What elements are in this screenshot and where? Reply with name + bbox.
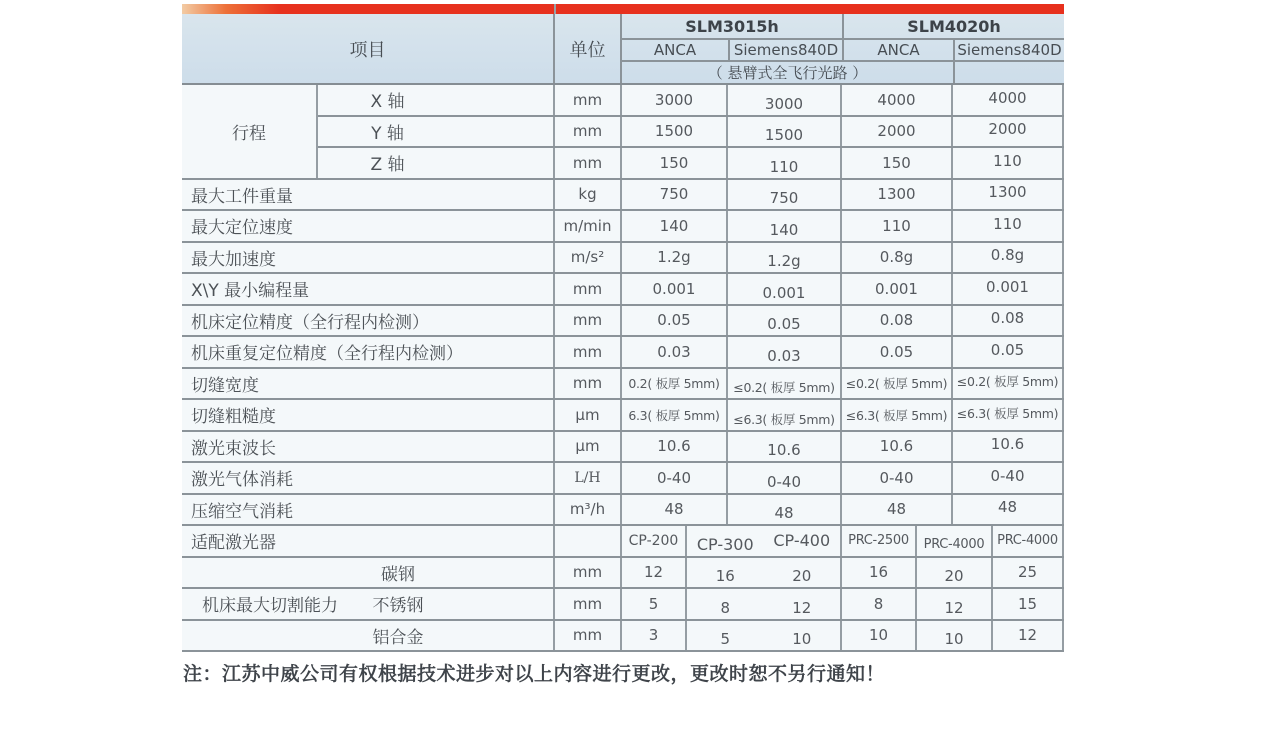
value-cell: 2000: [842, 117, 953, 147]
value-cell: CP-300 CP-400: [687, 526, 842, 556]
value-cell: 10.6: [622, 432, 728, 462]
value-cell: 140: [728, 211, 842, 241]
controller-cell: ANCA: [842, 40, 953, 60]
row-unit: m³/h: [555, 495, 622, 525]
value-cell: 0.8g: [842, 243, 953, 273]
stroke-group-label: 行程: [182, 85, 318, 178]
value-cell: 0.001: [728, 274, 842, 304]
value-cell: ≤6.3( 板厚 5mm): [842, 400, 953, 430]
header-models: [622, 14, 1064, 83]
row-label: 切缝宽度: [182, 369, 555, 399]
table-row: [182, 274, 1064, 306]
row-unit: mm: [555, 558, 622, 588]
value-cell: 0.05: [842, 337, 953, 367]
value-cell: ≤0.2( 板厚 5mm): [842, 369, 953, 399]
row-unit: m/min: [555, 211, 622, 241]
row-unit: mm: [555, 306, 622, 336]
row-label-cell: [182, 621, 555, 651]
table-row: [182, 400, 1064, 432]
row-unit: kg: [555, 180, 622, 210]
table-row: [318, 85, 1064, 117]
value-cell: 0.05: [622, 306, 728, 336]
value-cell: 5: [622, 589, 687, 619]
value-cell: 3: [622, 621, 687, 651]
value-cell: 6.3( 板厚 5mm): [622, 400, 728, 430]
row-unit: m/s²: [555, 243, 622, 273]
row-label: 铝合金: [372, 627, 424, 648]
value-cell: 25: [993, 558, 1064, 588]
value-cell: 0.001: [953, 274, 1064, 304]
row-unit: μm: [555, 400, 622, 430]
value-cell: PRC-2500: [842, 526, 917, 556]
row-unit: [555, 526, 622, 556]
header-subnote: （ 悬臂式全飞行光路 ）: [707, 64, 868, 82]
value-cell: 0-40: [953, 463, 1064, 493]
row-label: 机床重复定位精度（全行程内检测）: [182, 337, 555, 367]
value-cell: 1500: [622, 117, 728, 147]
table-row: [182, 180, 1064, 212]
value-cell: 0-40: [622, 463, 728, 493]
value-cell: 0.03: [728, 337, 842, 367]
cutting-row: [182, 589, 1064, 621]
value-cell: 1.2g: [622, 243, 728, 273]
row-label: 压缩空气消耗: [182, 495, 555, 525]
row-label-cell: [182, 558, 555, 588]
value-cell: 4000: [953, 85, 1064, 115]
value-cell: 1300: [953, 180, 1064, 210]
value-cell: 140: [622, 211, 728, 241]
table-row: [182, 369, 1064, 401]
table-row: [182, 211, 1064, 243]
value-cell: 150: [842, 148, 953, 178]
row-label: X 轴: [318, 85, 555, 115]
table-row: [318, 117, 1064, 149]
table-row: [182, 337, 1064, 369]
value-cell: 15: [993, 589, 1064, 619]
row-unit: mm: [555, 148, 622, 178]
row-unit: mm: [555, 274, 622, 304]
table-row: [182, 495, 1064, 527]
row-label: 切缝粗糙度: [182, 400, 555, 430]
model-slm4020h: SLM4020h: [842, 14, 1064, 38]
value-cell: 110: [842, 211, 953, 241]
row-label: X\Y 最小编程量: [182, 274, 555, 304]
value-cell: 48: [842, 495, 953, 525]
model-slm3015h: SLM3015h: [685, 16, 779, 36]
value-cell: 110: [728, 148, 842, 178]
row-unit: μm: [555, 432, 622, 462]
value-cell: 0.2( 板厚 5mm): [622, 369, 728, 399]
cutting-group-label: 机床最大切割能力: [202, 596, 338, 617]
value-cell: PRC-4000: [993, 526, 1064, 556]
row-label: 激光气体消耗: [182, 463, 555, 493]
row-label: 最大工件重量: [182, 180, 555, 210]
table-row: [318, 148, 1064, 178]
row-label: 机床定位精度（全行程内检测）: [182, 306, 555, 336]
spec-table: [182, 4, 1064, 652]
value-cell: 0.001: [842, 274, 953, 304]
value-cell: 8: [842, 589, 917, 619]
value-cell: CP-200: [622, 526, 687, 556]
footnote: 注：江苏中威公司有权根据技术进步对以上内容进行更改，更改时恕不另行通知！: [183, 663, 886, 685]
value-cell: 0.001: [622, 274, 728, 304]
value-cell: 20: [917, 558, 993, 588]
value-cell: 12: [622, 558, 687, 588]
stroke-subrows: [318, 85, 1064, 178]
value-cell: 0-40: [728, 463, 842, 493]
row-label: 不锈钢: [372, 596, 424, 617]
value-cell: 0-40: [842, 463, 953, 493]
value-cell: 48: [622, 495, 728, 525]
value-cell: 0.08: [953, 306, 1064, 336]
row-unit: mm: [555, 621, 622, 651]
value-cell: 16: [842, 558, 917, 588]
row-label: Y 轴: [318, 117, 555, 147]
row-unit: mm: [555, 589, 622, 619]
value-cell: 0.05: [728, 306, 842, 336]
accent-bar: [182, 4, 1064, 14]
controller-cell: Siemens840D: [953, 40, 1064, 60]
value-cell: 12: [993, 621, 1064, 651]
value-cell: 0.03: [622, 337, 728, 367]
row-label: 最大加速度: [182, 243, 555, 273]
value-cell: 150: [622, 148, 728, 178]
value-cell: 3000: [622, 85, 728, 115]
value-cell: 750: [728, 180, 842, 210]
row-label: 碳钢: [381, 564, 415, 585]
value-cell: 2000: [953, 117, 1064, 147]
cutting-row: [182, 558, 1064, 590]
value-cell: 10.6: [728, 432, 842, 462]
value-cell: ≤0.2( 板厚 5mm): [728, 369, 842, 399]
row-unit: mm: [555, 337, 622, 367]
value-cell: 48: [728, 495, 842, 525]
value-cell: 10.6: [842, 432, 953, 462]
cutting-row: [182, 621, 1064, 653]
row-unit: mm: [555, 369, 622, 399]
header-unit: 单位: [555, 14, 622, 83]
controller-cell: ANCA: [653, 41, 697, 60]
value-cell: 110: [953, 211, 1064, 241]
stroke-group: [182, 85, 1064, 180]
table-row: [182, 432, 1064, 464]
value-cell: 12: [917, 589, 993, 619]
value-cell: 1500: [728, 117, 842, 147]
value-cell: 16 20: [687, 558, 842, 588]
value-cell: 10.6: [953, 432, 1064, 462]
value-cell: 1300: [842, 180, 953, 210]
model-name-row: [622, 14, 1064, 40]
value-cell: 3000: [728, 85, 842, 115]
row-label: Z 轴: [318, 148, 555, 178]
header-subnote-row: [622, 62, 1064, 83]
value-cell: 1.2g: [728, 243, 842, 273]
table-row: [182, 306, 1064, 338]
row-label: 最大定位速度: [182, 211, 555, 241]
value-cell: 10: [842, 621, 917, 651]
value-cell: 0.8g: [953, 243, 1064, 273]
value-cell: 750: [622, 180, 728, 210]
row-unit: mm: [555, 117, 622, 147]
value-cell: 4000: [842, 85, 953, 115]
value-cell: 10: [917, 621, 993, 651]
table-header: [182, 14, 1064, 85]
table-row: [182, 463, 1064, 495]
controller-row: [622, 40, 1064, 62]
value-cell: 48: [953, 495, 1064, 525]
value-cell: ≤6.3( 板厚 5mm): [728, 400, 842, 430]
value-cell: 8 12: [687, 589, 842, 619]
header-subnote-empty-cell: [953, 62, 1064, 83]
value-cell: ≤0.2( 板厚 5mm): [953, 369, 1064, 399]
row-label: 适配激光器: [182, 526, 555, 556]
value-cell: PRC-4000: [917, 526, 993, 556]
laser-row: [182, 526, 1064, 558]
row-label: 激光束波长: [182, 432, 555, 462]
table-row: [182, 243, 1064, 275]
row-unit: L/H: [555, 463, 622, 493]
value-cell: ≤6.3( 板厚 5mm): [953, 400, 1064, 430]
value-cell: 0.08: [842, 306, 953, 336]
row-label-cell: [182, 589, 555, 619]
value-cell: 0.05: [953, 337, 1064, 367]
value-cell: 5 10: [687, 621, 842, 651]
value-cell: 110: [953, 148, 1064, 178]
row-unit: mm: [555, 85, 622, 115]
controller-cell: Siemens840D: [728, 40, 842, 60]
header-item: 项目: [182, 14, 555, 83]
accent-bar-divider: [554, 4, 556, 14]
